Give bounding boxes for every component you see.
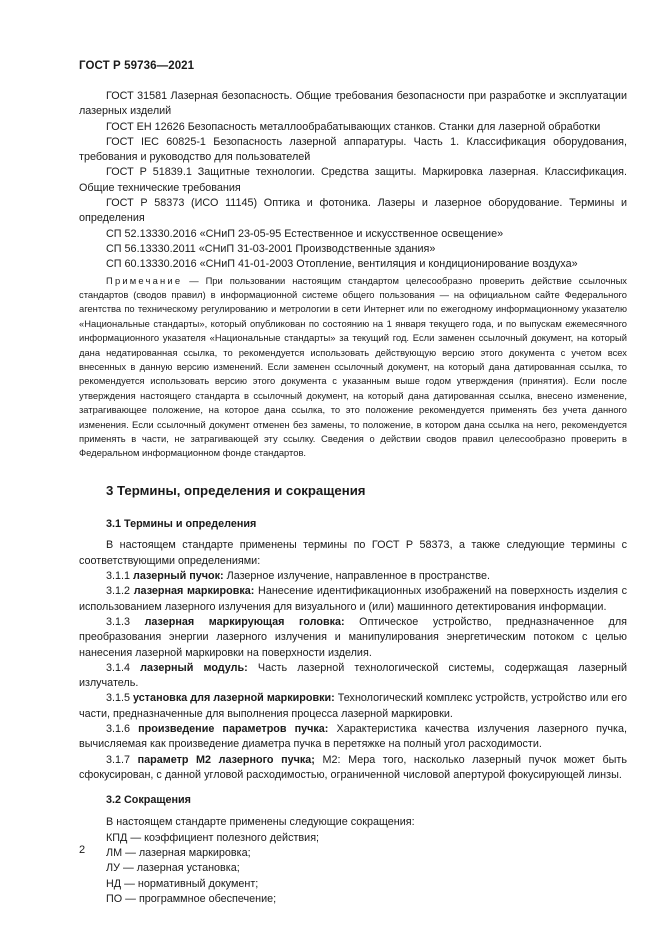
- term-entry: [79, 584, 627, 615]
- term-entry: [79, 691, 627, 722]
- term-name: лазерная маркировка:: [133, 585, 255, 598]
- term-definition: Нанесение идентификационных изображений на поверхность изделия с использованием лазерного излучения для визуального и (или) машинного детектирования информации.: [79, 585, 628, 613]
- term-name: параметр M2 лазерного пучка;: [137, 753, 315, 766]
- abbreviation-item: ПО — программное обеспечение;: [106, 892, 277, 905]
- note-text: При пользовании настоящим стандартом целесообразно проверить действие ссылочных стандартов (сводов правил) в информационной системе общего пользования — на официальном сайте Федерального агентства по техническому регулированию и метрологии в сети Интернет или по ежегодному информационному указателю «Национальные стандарты», который опубликован по состоянию на 1 января текущего года, и по выпускам ежемесячного информационного указателя «Национальные стандарты» за текущий год. Если заменен ссылочный документ, на который дана недатированная ссылка, то рекомендуется использовать действующую версию этого документа с учетом всех внесенных в данную версию изменений. Если заменен ссылочный документ, на который дана датированная ссылка, то рекомендуется использовать версию этого документа с указанным выше годом утверждения (принятия). Если после утверждения настоящего стандарта в ссылочный документ, на который дана датированная ссылка, внесено изменение, затрагивающее положение, на которое дана ссылка, то это положение рекомендуется применять без учета данного изменения. Если ссылочный документ отменен без замены, то положение, в котором дана ссылка на него, рекомендуется применять в части, не затрагивающей эту ссылку. Сведения о действии сводов правил целесообразно проверить в Федеральном информационном фонде стандартов.: [79, 274, 627, 459]
- normative-ref: ГОСТ Р 58373 (ИСО 11145) Оптика и фотоника. Лазеры и лазерное оборудование. Термины и определения: [79, 197, 627, 225]
- term-number: 3.1.3: [106, 615, 131, 628]
- abbreviation-item: ЛМ — лазерная маркировка;: [106, 847, 251, 860]
- section-3-title: 3 Термины, определения и сокращения: [106, 482, 366, 498]
- term-number: 3.1.1: [106, 570, 131, 583]
- document-header: ГОСТ Р 59736—2021: [79, 60, 195, 72]
- term-number: 3.1.7: [106, 753, 131, 766]
- normative-ref: СП 56.13330.2011 «СНиП 31-03-2001 Производственные здания»: [106, 242, 436, 255]
- note-dash: —: [182, 274, 206, 286]
- page-number: 2: [79, 844, 86, 856]
- term-name: лазерный пучок:: [133, 570, 224, 583]
- abbreviation-item: КПД — коэффициент полезного действия;: [106, 831, 320, 844]
- section-3-2-title: 3.2 Сокращения: [106, 794, 191, 807]
- term-definition: Лазерное излучение, направленное в пространстве.: [223, 570, 490, 583]
- normative-ref: ГОСТ ЕН 12626 Безопасность металлообрабатывающих станков. Станки для лазерной обработки: [106, 120, 601, 133]
- term-name: произведение параметров пучка:: [138, 723, 329, 735]
- term-number: 3.1.6: [106, 723, 131, 735]
- term-definition: M2: Мера того, насколько лазерный пучок может быть сфокусирован, с данной угловой расходимостью, ограниченной числовой апертурой фокусирующей линзы.: [79, 753, 628, 781]
- term-entry: [79, 615, 627, 661]
- term-entry: [79, 722, 627, 753]
- term-number: 3.1.4: [106, 661, 131, 674]
- document-body: [79, 89, 627, 907]
- section-3-1-intro: В настоящем стандарте применены термины по ГОСТ Р 58373, а также следующие термины с соответствующими определениями:: [79, 539, 627, 567]
- note-block: [79, 274, 627, 461]
- term-entry: [79, 661, 627, 692]
- term-definition: Характеристика качества излучения лазерного пучка, вычисляемая как произведение диаметра пучка в перетяжке на полный угол расходимости.: [79, 723, 627, 751]
- term-definition: Часть лазерной технологической системы, содержащая лазерный излучатель.: [79, 661, 628, 690]
- term-name: лазерный модуль:: [140, 661, 248, 674]
- term-definition: Оптическое устройство, предназначенное для преобразования энергии лазерного излучения и манипулирования энергетическим потоком с целью нанесения лазерной маркировки на поверхности изделия.: [79, 615, 627, 659]
- term-entry: [79, 569, 627, 584]
- normative-ref: ГОСТ 31581 Лазерная безопасность. Общие требования безопасности при разработке и эксплуатации лазерных изделий: [79, 90, 627, 118]
- term-number: 3.1.2: [106, 585, 131, 598]
- term-definition: Технологический комплекс устройств, устройство или его части, предназначенные для выполнения процесса лазерной маркировки.: [79, 692, 628, 720]
- note-label: Примечание: [106, 274, 183, 286]
- section-3-1-title: 3.1 Термины и определения: [106, 518, 257, 531]
- abbreviation-item: НД — нормативный документ;: [106, 877, 259, 890]
- abbreviation-item: ЛУ — лазерная установка;: [106, 862, 240, 875]
- term-name: установка для лазерной маркировки:: [133, 692, 335, 705]
- normative-ref: СП 60.13330.2016 «СНиП 41-01-2003 Отопление, вентиляция и кондиционирование воздуха»: [106, 258, 578, 271]
- term-name: лазерная маркирующая головка:: [144, 615, 345, 628]
- normative-ref: ГОСТ IEC 60825-1 Безопасность лазерной аппаратуры. Часть 1. Классификация оборудования, требования и руководство для пользователей: [79, 135, 627, 164]
- normative-ref: СП 52.13330.2016 «СНиП 23-05-95 Естественное и искусственное освещение»: [106, 227, 504, 240]
- term-entry: [79, 753, 627, 784]
- normative-ref: ГОСТ Р 51839.1 Защитные технологии. Средства защиты. Маркировка лазерная. Классификация. Общие технические требования: [79, 166, 627, 194]
- term-number: 3.1.5: [106, 692, 131, 705]
- section-3-2-intro: В настоящем стандарте применены следующие сокращения:: [106, 816, 415, 829]
